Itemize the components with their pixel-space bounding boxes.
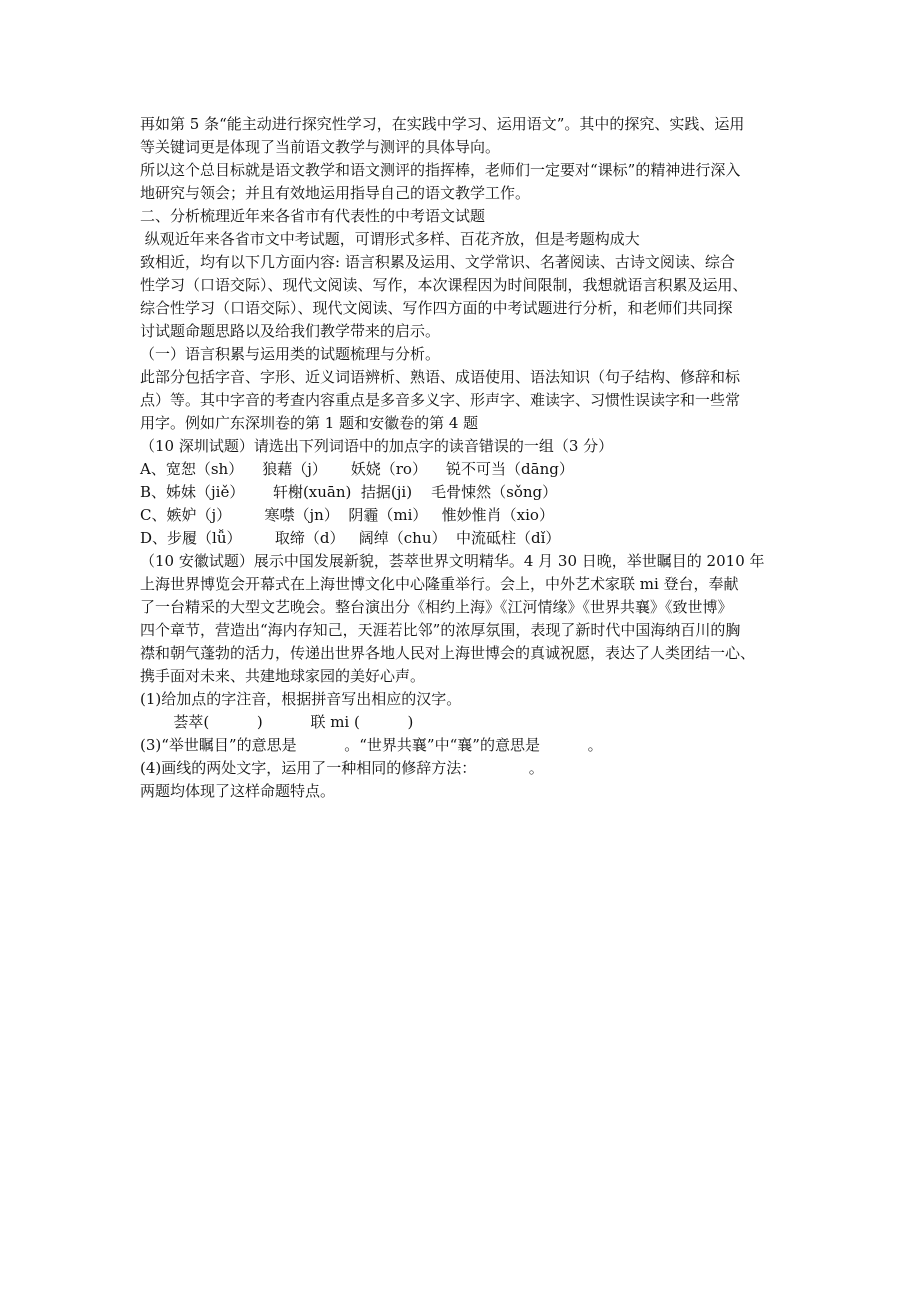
option-a: A、宽恕（sh） 狼藉（j） 妖娆（ro） 锐不可当（dāng） xyxy=(140,460,574,478)
text-line: 两题均体现了这样命题特点。 xyxy=(140,782,336,800)
text-line: 纵观近年来各省市文中考试题，可谓形式多样、百花齐放，但是考题构成大 xyxy=(140,230,640,248)
text-line: 上海世界博览会开幕式在上海世博文化中心隆重举行。会上，中外艺术家联 mi 登台，奉献 xyxy=(140,575,739,593)
text-line: 等关键词更是体现了当前语文教学与测评的具体导向。 xyxy=(140,138,501,156)
text-line: 综合性学习（口语交际）、现代文阅读、写作四方面的中考试题进行分析，和老师们共同探 xyxy=(140,299,733,317)
text-line: 点）等。其中字音的考查内容重点是多音多义字、形声字、难读字、习惯性误读字和一些常 xyxy=(140,391,741,409)
text-line: 用字。例如广东深圳卷的第 1 题和安徽卷的第 4 题 xyxy=(140,414,479,432)
text-line: 讨试题命题思路以及给我们教学带来的启示。 xyxy=(140,322,441,340)
text-line: 所以这个总目标就是语文教学和语文测评的指挥棒，老师们一定要对“课标”的精神进行深入 xyxy=(140,161,741,179)
subquestion-blanks: 荟萃( ) 联 mi ( ) xyxy=(140,713,414,731)
section-heading: 二、分析梳理近年来各省市有代表性的中考语文试题 xyxy=(140,207,486,225)
option-c: C、嫉妒（j） 寒噤（jn） 阴霾（mi） 惟妙惟肖（xio） xyxy=(140,506,554,524)
subsection-heading: （一）语言积累与运用类的试题梳理与分析。 xyxy=(140,345,441,363)
subquestion-line: (4)画线的两处文字，运用了一种相同的修辞方法： 。 xyxy=(140,759,544,777)
text-line: 此部分包括字音、字形、近义词语辨析、熟语、成语使用、语法知识（句子结构、修辞和标 xyxy=(140,368,741,386)
option-b: B、姊妹（jiě） 轩榭(xuān) 拮据(ji) 毛骨悚然（sǒng） xyxy=(140,483,558,501)
subquestion-line: (1)给加点的字注音，根据拼音写出相应的汉字。 xyxy=(140,690,462,708)
question-line: （10 安徽试题）展示中国发展新貌，荟萃世界文明精华。4 月 30 日晚，举世瞩目的 2010 年 xyxy=(140,552,765,570)
text-line: 地研究与领会；并且有效地运用指导自己的语文教学工作。 xyxy=(140,184,531,202)
text-line: 了一台精采的大型文艺晚会。整台演出分《相约上海》《江河情缘》《世界共襄》《致世博》 xyxy=(140,598,733,616)
text-line: 携手面对未来、共建地球家园的美好心声。 xyxy=(140,667,426,685)
question-line: （10 深圳试题）请选出下列词语中的加点字的读音错误的一组（3 分） xyxy=(140,437,614,455)
option-d: D、步履（lǚ） 取缔（d） 阔绰（chu） 中流砥柱（dǐ） xyxy=(140,529,561,547)
text-line: 襟和朝气蓬勃的活力，传递出世界各地人民对上海世博会的真诚祝愿，表达了人类团结一心、 xyxy=(140,644,756,662)
document-body xyxy=(140,113,785,803)
text-line: 四个章节，营造出“海内存知己，天涯若比邻”的浓厚氛围，表现了新时代中国海纳百川的胸 xyxy=(140,621,741,639)
text-line: 再如第 5 条“能主动进行探究性学习，在实践中学习、运用语文”。其中的探究、实践、运用 xyxy=(140,115,745,133)
text-line: 致相近，均有以下几方面内容: 语言积累及运用、文学常识、名著阅读、古诗文阅读、综合 xyxy=(140,253,735,271)
subquestion-line: (3)“举世瞩目”的意思是 。“世界共襄”中“襄”的意思是 。 xyxy=(140,736,603,754)
text-line: 性学习（口语交际）、现代文阅读、写作，本次课程因为时间限制，我想就语言积累及运用、 xyxy=(140,276,748,294)
